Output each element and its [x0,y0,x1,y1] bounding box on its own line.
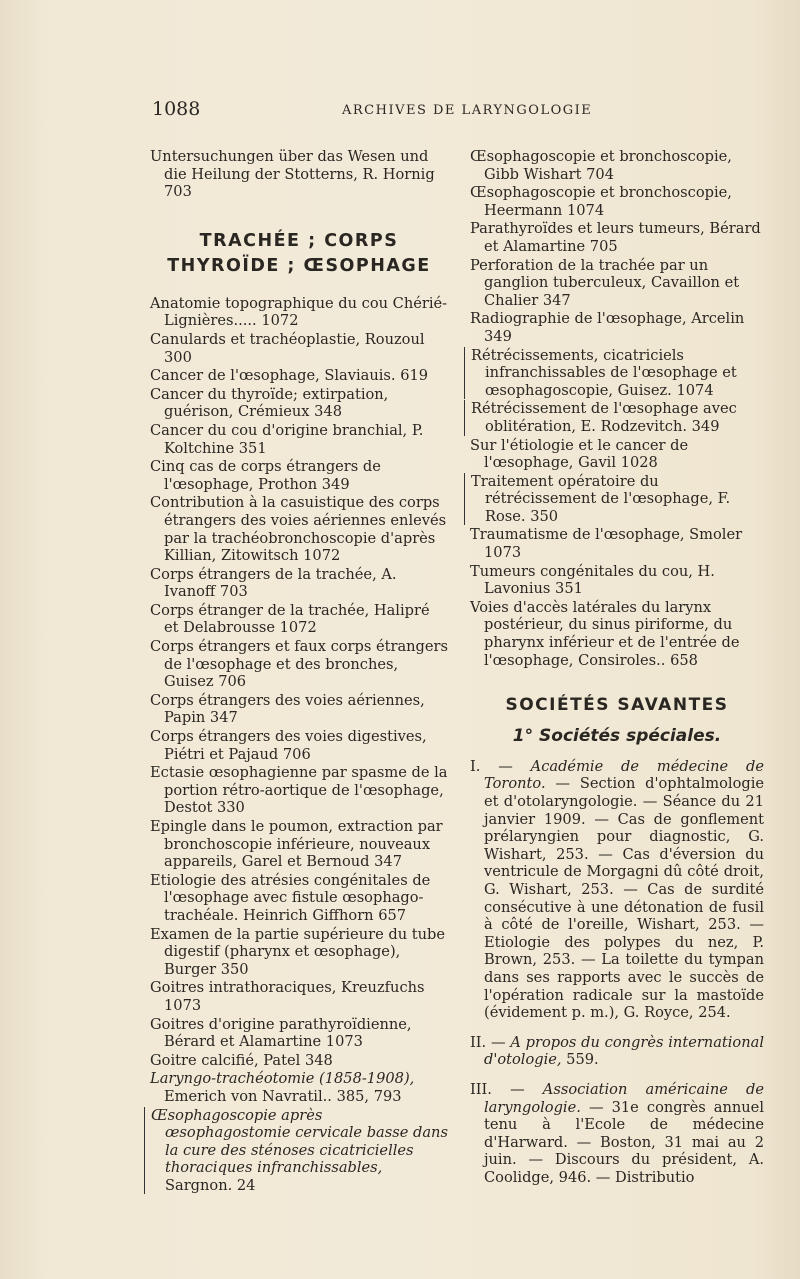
index-entry [150,494,448,564]
paragraph-body: — 31e congrès annuel tenu à l'Ecole de médecine d'Harward. — Boston, 31 mai au 2 juin. — Discours du président, A. Coolidge, 946. — Distributio [484,1098,764,1186]
society-paragraph [470,1081,764,1187]
entry-text: Corps étrangers des voies aériennes, Papin [150,691,425,727]
left-entries [150,295,448,1195]
entry-text: Canulards et trachéoplastie, Rouzoul [150,330,425,348]
entry-text: Sargnon. [165,1176,233,1194]
index-entry [150,1016,448,1051]
index-entry [470,257,764,310]
index-entry [150,872,448,925]
entry-text: Corps étrangers de la trachée, A. Ivanoff [150,565,397,601]
paragraph-lead: I. — [470,757,531,775]
entry-text: Etiologie des atrésies congénitales de l'œsophage avec fistule œsophago-trachéale. Heinrich Giffhorn [150,871,431,924]
index-entry [470,437,764,472]
index-entry [150,692,448,727]
index-entry [150,1052,448,1070]
index-entry [464,347,764,400]
entry-text: Corps étrangers et faux corps étrangers de l'œsophage et des bronches, Guisez [150,638,448,691]
entry-text: Cancer du thyroïde; extirpation, guérison, Crémieux [150,385,389,421]
entry-text: Epingle dans le poumon, extraction par bronchoscopie inférieure, nouveaux appareils, Garel et Bernoud [150,818,443,871]
section-title-line1: TRACHÉE ; CORPS [199,230,399,251]
societies-subtitle: 1° Sociétés spéciales. [512,726,722,747]
entry-text: Perforation de la trachée par un ganglion tuberculeux, Cavaillon et Chalier [470,256,740,309]
entry-page-number: 705 [589,237,618,255]
entry-text: Examen de la partie supérieure du tube digestif (pharynx et œsophage), Burger [150,925,445,978]
right-column [470,148,764,1198]
entry-text: Goitres intrathoraciques, Kreuzfuchs [150,979,425,997]
index-entry [464,400,764,435]
paragraph-society-name: A propos du congrès international d'otologie, [484,1033,764,1069]
index-entry [470,148,764,183]
index-entry [150,148,448,201]
index-entry [470,220,764,255]
entry-page-number: 1028 [620,454,658,472]
entry-page-number: 349 [484,327,512,345]
entry-page-number: 347 [542,291,571,309]
index-entry [150,1070,448,1105]
entry-page-number: 348 [314,403,343,421]
index-entry [150,602,448,637]
entry-text: Corps étranger de la trachée, Halipré et Delabrousse [150,601,430,637]
entry-page-number: 330 [216,799,245,817]
page-header [152,98,764,124]
entry-title-italic: Œsophagoscopie après œsophagostomie cervicale basse dans la cure des sténoses cicatricielles thoraciques infranchissables, [151,1106,448,1177]
societies-title: SOCIÉTÉS SAVANTES [505,695,729,716]
entry-text: Contribution à la casuistique des corps étrangers des voies aériennes enlevés par la trachéobronchoscopie d'après Killian, Zitowitsch [150,494,447,565]
paragraph-society-name: Association américaine de laryngologie. [484,1080,764,1116]
entry-text: Rétrécissements, cicatriciels infranchissables de l'œsophage et œsophagoscopie, Guisez. [471,346,737,399]
index-entry [150,566,448,601]
entry-page-number: 347 [209,709,238,727]
entry-text: Untersuchungen über das Wesen und die Heilung der Stotterns, R. Hornig [150,148,435,183]
entry-text: Tumeurs congénitales du cou, H. Lavonius [470,562,715,598]
entry-page-number: 351 [238,439,267,457]
entry-page-number: 706 [218,673,247,691]
entry-text: Radiographie de l'œsophage, Arcelin [470,310,745,328]
entry-page-number: 657 [378,906,407,924]
entry-page-number: 658 [670,651,698,669]
paragraph-body: 559. [561,1051,599,1069]
paragraph-society-name: Académie de médecine de Toronto. [484,757,764,793]
entry-text: Parathyroïdes et leurs tumeurs, Bérard et Alamartine [470,220,761,255]
entry-page-number: 1072 [279,619,317,637]
entry-page-number: 1073 [164,996,202,1014]
left-top-entries [150,148,448,201]
entry-text: Œsophagoscopie et bronchoscopie, Heermann [470,184,732,219]
index-entry [150,638,448,691]
entry-text: Voies d'accès latérales du larynx postérieur, du sinus piriforme, du pharynx inférieur et de l'entrée de l'œsophage, Consiroles.. [470,598,740,669]
entry-page-number: 619 [400,367,429,385]
index-entry [150,926,448,979]
entry-page-number: 351 [555,580,583,598]
index-entry [150,295,448,330]
entry-title-italic: Laryngo-trachéotomie (1858-1908), [150,1070,415,1088]
entry-text: Cancer de l'œsophage, Slaviauis. [150,367,396,385]
entry-page-number: 1074 [566,201,605,219]
entry-page-number: 350 [220,960,249,978]
index-entry [464,473,764,526]
entry-text: Sur l'étiologie et le cancer de l'œsophage, Gavil [470,436,689,472]
entry-text: Goitres d'origine parathyroïdienne, Bérard et Alamartine [150,1015,412,1051]
entry-text: Traitement opératoire du rétrécissement de l'œsophage, F. Rose. [471,472,731,525]
index-entry [150,458,448,493]
page-number: 1088 [152,98,201,120]
entry-page-number: 347 [374,853,402,871]
society-paragraph [470,758,764,1022]
entry-text: Goitre calcifié, Patel [150,1051,301,1069]
society-paragraphs [470,758,764,1187]
index-entry [150,818,448,871]
entry-page-number: 706 [282,745,311,763]
index-entry [150,422,448,457]
running-title: ARCHIVES DE LARYNGOLOGIE [342,103,593,118]
entry-page-number: 385, 793 [336,1087,402,1105]
entry-text: Cinq cas de corps étrangers de l'œsophage, Prothon [150,458,381,493]
entry-page-number: 349 [321,475,350,493]
entry-page-number: 1073 [484,544,522,562]
section-title [150,229,448,279]
entry-page-number: 1072 [303,547,341,565]
entry-text: Emerich von Navratil.. [164,1087,332,1105]
entry-page-number: 703 [164,183,192,201]
index-entry [470,526,764,561]
entry-page-number: 300 [164,348,192,366]
entry-text: Œsophagoscopie et bronchoscopie, Gibb Wishart [470,148,732,183]
index-entry [470,599,764,669]
entry-text: Rétrécissement de l'œsophage avec oblitération, E. Rodzevitch. [471,400,737,435]
right-entries [470,148,764,669]
entry-page-number: 1073 [325,1033,363,1051]
entry-text: Ectasie œsophagienne par spasme de la portion rétro-aortique de l'œsophage, Destot [150,764,448,817]
index-entry [150,728,448,763]
left-column [150,148,448,1195]
index-entry [144,1107,448,1195]
entry-page-number: 348 [304,1051,333,1069]
entry-text: Traumatisme de l'œsophage, Smoler [470,526,743,544]
entry-text: Corps étrangers des voies digestives, Piétri et Pajaud [150,728,427,763]
index-entry [150,764,448,817]
entry-page-number: 349 [691,417,720,435]
society-paragraph [470,1034,764,1069]
index-entry [470,184,764,219]
entry-text: Anatomie topographique du cou Chérié-Lignières..... [150,294,448,330]
paragraph-body: — Section d'ophtalmologie et d'otolaryngologie. — Séance du 21 janvier 1909. — Cas de gonflement prélaryngien pour diagnostic, G. Wishart, 253. — Cas d'éversion du ventricule de Morgagni dû côté droit, G. Wishart, 253. — Cas de surdité consécutive à une détonation de fusil à côté de l'oreille, Wishart, 253. — Etiologie des polypes du nez, P. Brown, 253. — La toilette du tympan dans ses rapports avec le succès de l'opération radicale sur la mastoïde (évidement p. m.), G. Royce, 254. [484,775,764,1022]
entry-page-number: 24 [236,1176,256,1194]
index-entry [150,367,448,385]
entry-page-number: 703 [219,583,248,601]
entry-page-number: 1074 [676,381,714,399]
paragraph-lead: III. — [470,1080,543,1098]
section-title-line2: THYROÏDE ; ŒSOPHAGE [167,255,431,276]
index-entry [150,331,448,366]
index-entry [150,386,448,421]
entry-page-number: 704 [586,165,614,183]
entry-page-number: 1072 [261,312,299,330]
index-entry [470,310,764,345]
entry-text: Cancer du cou d'origine branchial, P. Koltchine [150,421,424,457]
index-entry [150,979,448,1014]
paragraph-lead: II. — [470,1033,511,1051]
entry-page-number: 350 [530,507,559,525]
index-entry [470,563,764,598]
